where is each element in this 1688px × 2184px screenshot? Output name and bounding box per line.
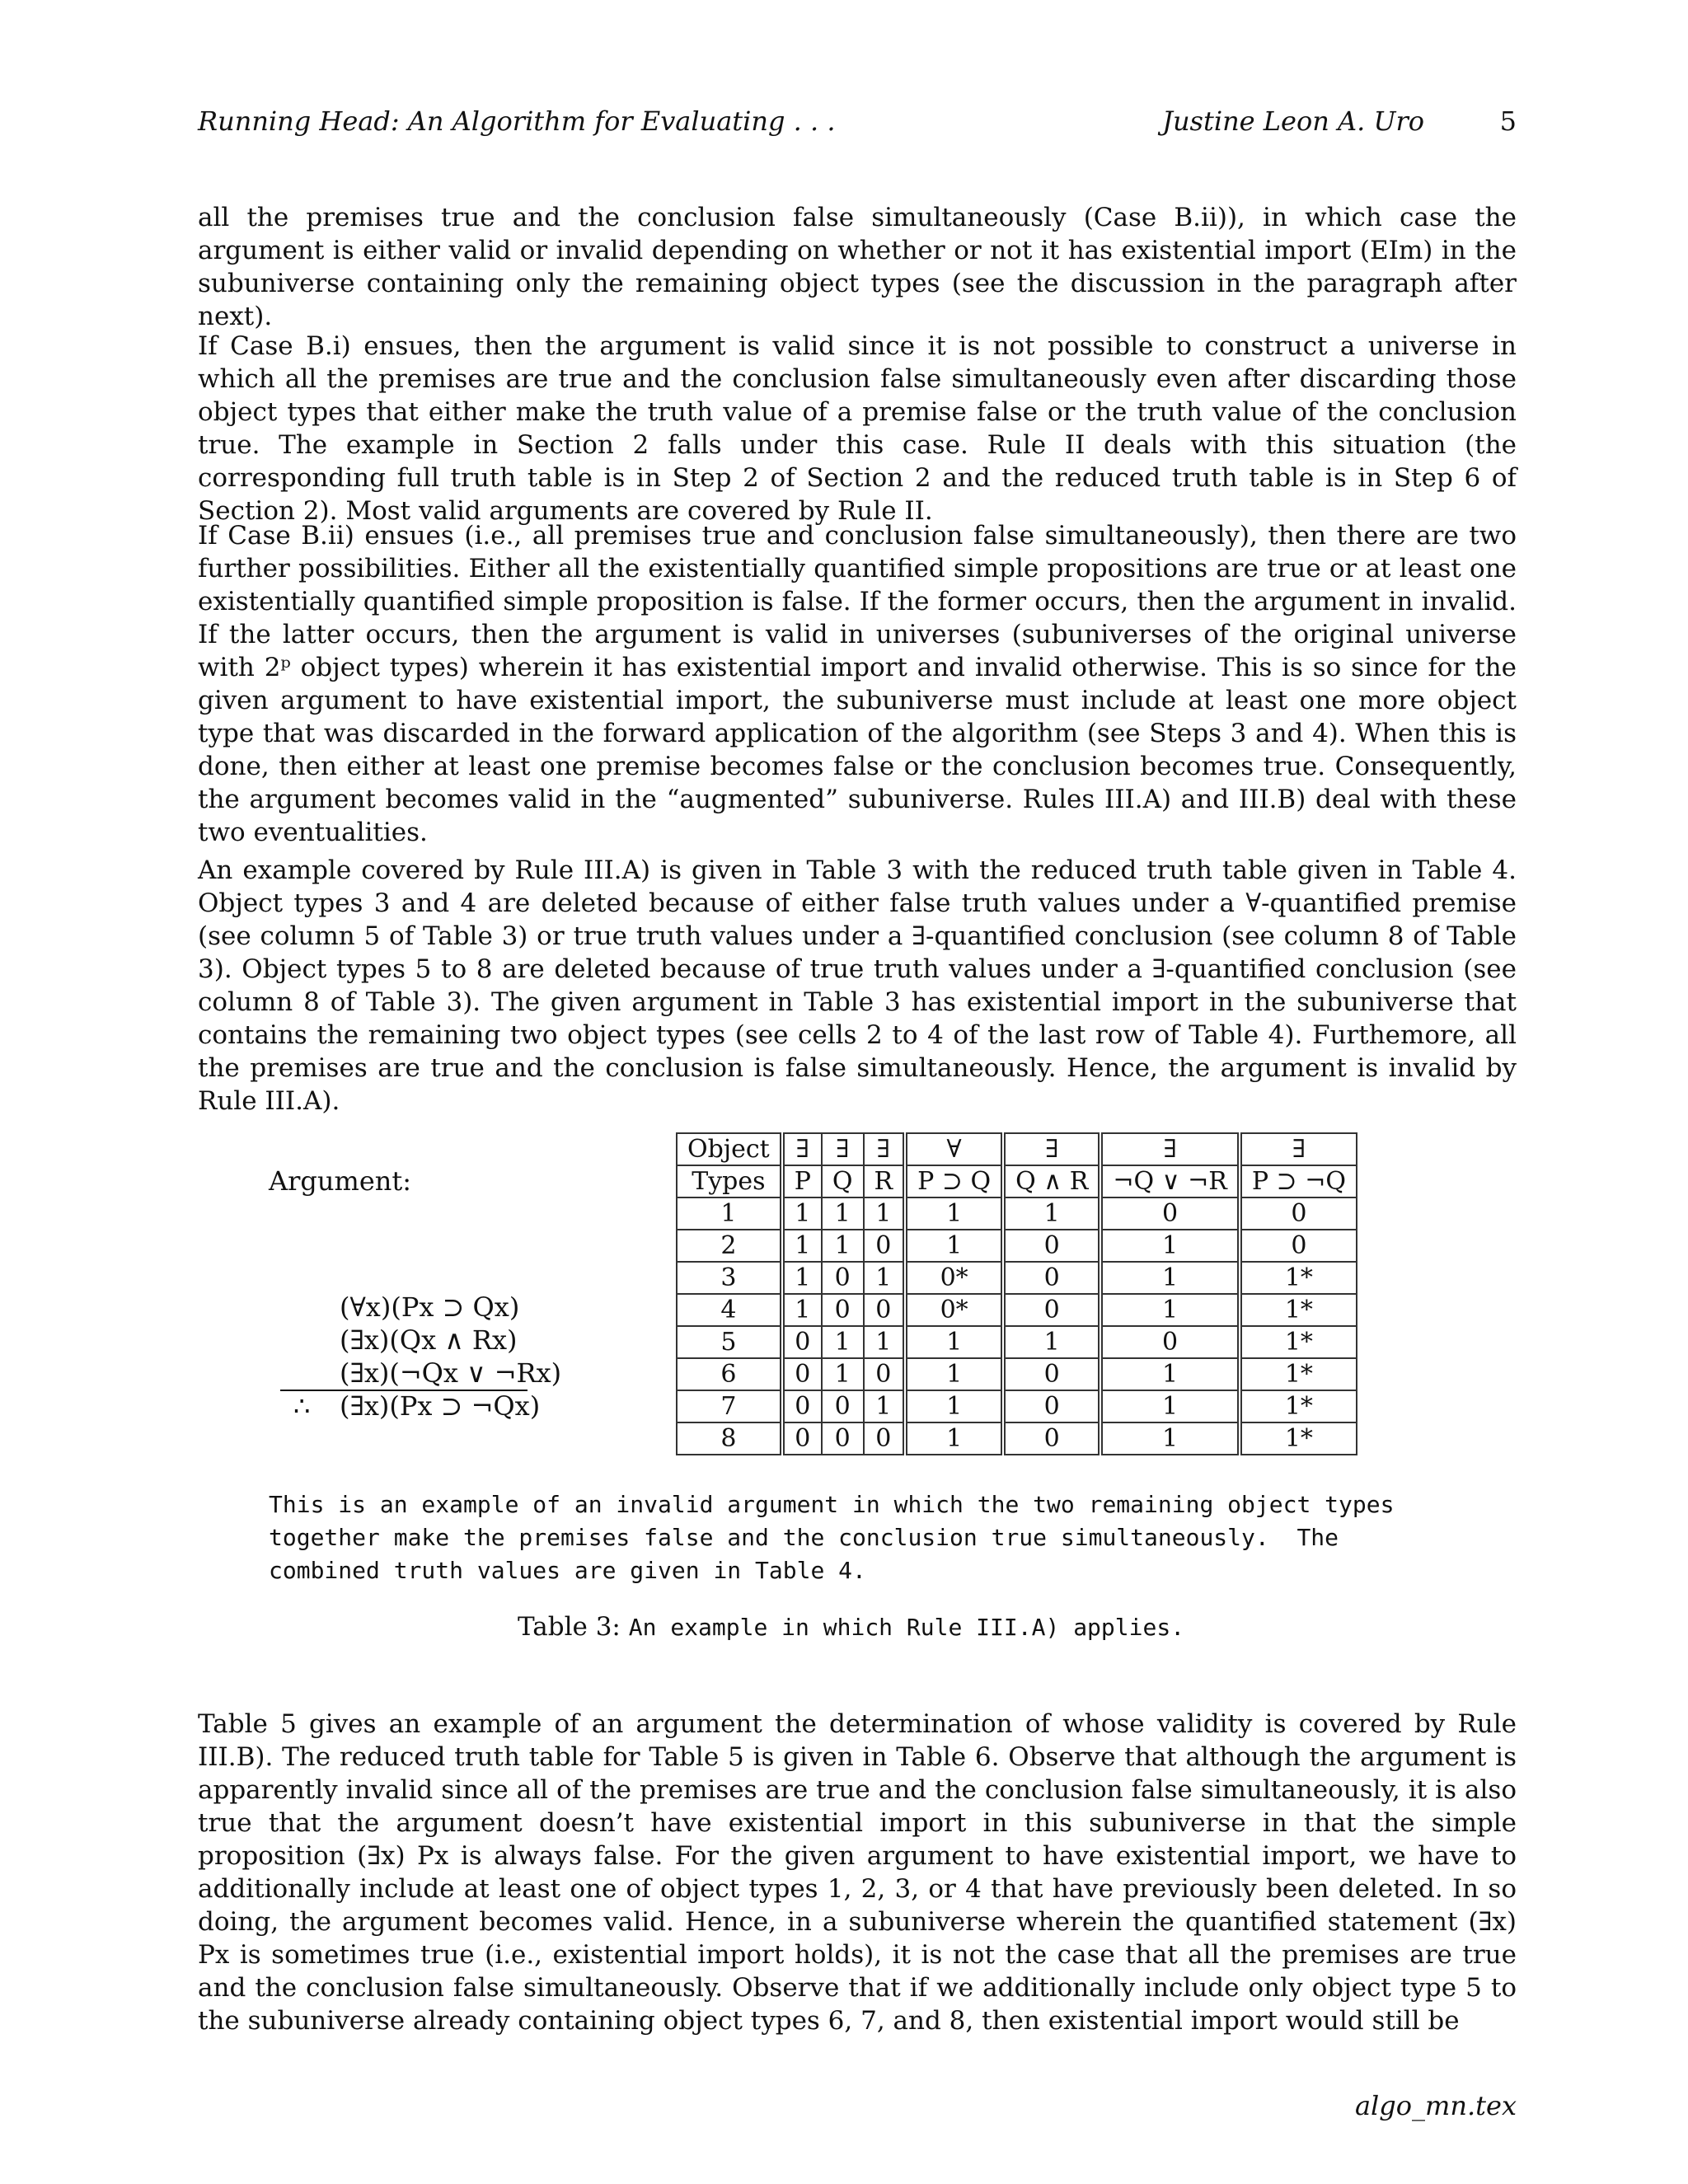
table-cell: Q ∧ R bbox=[1003, 1165, 1100, 1197]
table-cell: ∃ bbox=[782, 1133, 822, 1165]
therefore-symbol: ∴ bbox=[293, 1390, 311, 1422]
table-cell: Types bbox=[677, 1165, 782, 1197]
table-cell: ∀ bbox=[905, 1133, 1003, 1165]
table-cell: 1* bbox=[1240, 1326, 1357, 1358]
running-head-title: Running Head: An Algorithm for Evaluating . . . bbox=[198, 105, 836, 137]
caption-text: An example in which Rule III.A) applies. bbox=[628, 1614, 1185, 1641]
caption-label: Table 3: bbox=[518, 1612, 621, 1642]
table-cell: 1 bbox=[782, 1262, 822, 1294]
table-cell: 0 bbox=[1100, 1326, 1240, 1358]
table-row bbox=[677, 1197, 1357, 1230]
table-cell: 1 bbox=[822, 1326, 864, 1358]
table-cell: 5 bbox=[677, 1326, 782, 1358]
conclusion-line bbox=[280, 1390, 561, 1422]
table-cell: 0* bbox=[905, 1294, 1003, 1326]
table-cell: P bbox=[782, 1165, 822, 1197]
table-header-formulas bbox=[677, 1165, 1357, 1197]
table-cell: 1 bbox=[905, 1230, 1003, 1262]
table-cell: 1 bbox=[1003, 1326, 1100, 1358]
table-cell: 0 bbox=[822, 1390, 864, 1422]
table-caption bbox=[518, 1612, 1184, 1642]
table-cell: 0* bbox=[905, 1262, 1003, 1294]
table-cell: 0 bbox=[864, 1358, 906, 1390]
footer-filename: algo_mn.tex bbox=[1354, 2090, 1517, 2121]
table-cell: ∃ bbox=[1100, 1133, 1240, 1165]
table-cell: 1 bbox=[677, 1197, 782, 1230]
table-cell: ¬Q ∨ ¬R bbox=[1100, 1165, 1240, 1197]
table-row bbox=[677, 1326, 1357, 1358]
paragraph-4: An example covered by Rule III.A) is given in Table 3 with the reduced truth table given in Table 4. Object types 3 and 4 are deleted because of either false truth values under a ∀-quantified premise (see column 5 of Table 3) or true truth values under a ∃-quantified conclusion (see column 8 of Table 3). Object types 5 to 8 are deleted because of true truth values under a ∃-quantified conclusion (see column 8 of Table 3). The given argument in Table 3 has existential import in the subuniverse that contains the remaining two object types (see cells 2 to 4 of the last row of Table 4). Furthemore, all the premises are true and the conclusion is false simultaneously. Hence, the argument is invalid by Rule III.A). bbox=[198, 855, 1517, 1116]
paragraph-3: If Case B.ii) ensues (i.e., all premises true and conclusion false simultaneously), then there are two further possibilities. Either all the existentially quantified simple propositions are true or at least one existentially quantified simple proposition is false. If the former occurs, then the argument in invalid. If the latter occurs, then the argument is valid in universes (subuniverses of the original universe with 2ᵖ object types) wherein it has existential import and invalid otherwise. This is so since for the given argument to have existential import, the subuniverse must include at least one more object type that was discarded in the forward application of the algorithm (see Steps 3 and 4). When this is done, then either at least one premise becomes false or the conclusion becomes true. Consequently, the argument becomes valid in the “augmented” subuniverse. Rules III.A) and III.B) deal with these two eventualities. bbox=[198, 521, 1517, 847]
table-cell: 1* bbox=[1240, 1358, 1357, 1390]
table-cell: 1* bbox=[1240, 1422, 1357, 1455]
table-cell: 1 bbox=[1003, 1197, 1100, 1230]
table-cell: 0 bbox=[1003, 1294, 1100, 1326]
table-cell: 0 bbox=[864, 1294, 906, 1326]
table-cell: 0 bbox=[1003, 1390, 1100, 1422]
table-cell: P ⊃ ¬Q bbox=[1240, 1165, 1357, 1197]
table-note: This is an example of an invalid argument in which the two remaining object types together make the premises false and the conclusion true simultaneously. The combined truth values are given in Table 4. bbox=[269, 1491, 1395, 1584]
table-cell: 2 bbox=[677, 1230, 782, 1262]
table-cell: 1 bbox=[864, 1390, 906, 1422]
table-cell: 1 bbox=[822, 1358, 864, 1390]
table-row bbox=[677, 1230, 1357, 1262]
table-cell: 0 bbox=[864, 1422, 906, 1455]
table-cell: 0 bbox=[822, 1294, 864, 1326]
table-cell: 1* bbox=[1240, 1262, 1357, 1294]
table-cell: 1 bbox=[864, 1197, 906, 1230]
table-cell: 8 bbox=[677, 1422, 782, 1455]
premise-1: (∀x)(Px ⊃ Qx) bbox=[340, 1291, 520, 1323]
table-cell: 1 bbox=[1100, 1262, 1240, 1294]
table-cell: 1 bbox=[822, 1230, 864, 1262]
table-cell: 0 bbox=[782, 1422, 822, 1455]
table-row bbox=[677, 1294, 1357, 1326]
table-cell: 0 bbox=[1003, 1230, 1100, 1262]
paragraph-1: all the premises true and the conclusion false simultaneously (Case B.ii)), in which case the argument is either valid or invalid depending on whether or not it has existential import (EIm) in the subuniverse containing only the remaining object types (see the discussion in the paragraph after next). bbox=[198, 203, 1517, 331]
table-row bbox=[677, 1262, 1357, 1294]
table-cell: 1 bbox=[905, 1390, 1003, 1422]
table-cell: Q bbox=[822, 1165, 864, 1197]
table-cell: 0 bbox=[1003, 1262, 1100, 1294]
premise-3: (∃x)(¬Qx ∨ ¬Rx) bbox=[340, 1357, 562, 1389]
table-cell: 1 bbox=[905, 1358, 1003, 1390]
table-cell: ∃ bbox=[1240, 1133, 1357, 1165]
table-cell: 1 bbox=[782, 1197, 822, 1230]
table-cell: ∃ bbox=[1003, 1133, 1100, 1165]
table-cell: 0 bbox=[864, 1230, 906, 1262]
table-cell: ∃ bbox=[822, 1133, 864, 1165]
argument-block bbox=[280, 1291, 561, 1422]
table-cell: 7 bbox=[677, 1390, 782, 1422]
table-cell: 1 bbox=[864, 1326, 906, 1358]
table-cell: P ⊃ Q bbox=[905, 1165, 1003, 1197]
argument-label: Argument: bbox=[269, 1165, 412, 1197]
author-name: Justine Leon A. Uro bbox=[1162, 105, 1424, 137]
table-cell: R bbox=[864, 1165, 906, 1197]
premise-2: (∃x)(Qx ∧ Rx) bbox=[340, 1324, 518, 1356]
table-cell: 1 bbox=[782, 1230, 822, 1262]
table-cell: 1 bbox=[1100, 1422, 1240, 1455]
table-cell: 1 bbox=[864, 1262, 906, 1294]
table-cell: 3 bbox=[677, 1262, 782, 1294]
table-cell: 1 bbox=[822, 1197, 864, 1230]
table-row bbox=[677, 1422, 1357, 1455]
table-cell: Object bbox=[677, 1133, 782, 1165]
table-cell: 0 bbox=[1003, 1358, 1100, 1390]
table-header-quantifiers bbox=[677, 1133, 1357, 1165]
paragraph-2: If Case B.i) ensues, then the argument is valid since it is not possible to construct a universe in which all the premises are true and the conclusion false simultaneously even after discarding those object types that either make the truth value of a premise false or the truth value of the conclusion true. The example in Section 2 falls under this case. Rule II deals with this situation (the corresponding full truth table is in Step 2 of Section 2 and the reduced truth table is in Step 6 of Section 2). Most valid arguments are covered by Rule II. bbox=[198, 331, 1517, 526]
table-cell: 1 bbox=[1100, 1390, 1240, 1422]
table-cell: 1 bbox=[905, 1422, 1003, 1455]
table-row bbox=[677, 1390, 1357, 1422]
table-cell: 1* bbox=[1240, 1294, 1357, 1326]
truth-table bbox=[676, 1132, 1357, 1455]
table-cell: 4 bbox=[677, 1294, 782, 1326]
table-cell: 1 bbox=[1100, 1358, 1240, 1390]
table-cell: 1* bbox=[1240, 1390, 1357, 1422]
table-row bbox=[677, 1358, 1357, 1390]
table-cell: 0 bbox=[782, 1390, 822, 1422]
table-cell: 1 bbox=[1100, 1230, 1240, 1262]
table-cell: 0 bbox=[822, 1422, 864, 1455]
running-header bbox=[198, 105, 1517, 142]
table-cell: 1 bbox=[905, 1197, 1003, 1230]
table-cell: 0 bbox=[1100, 1197, 1240, 1230]
table-cell: 1 bbox=[782, 1294, 822, 1326]
table-cell: 0 bbox=[1240, 1230, 1357, 1262]
conclusion: (∃x)(Px ⊃ ¬Qx) bbox=[340, 1390, 541, 1422]
table-cell: 0 bbox=[782, 1326, 822, 1358]
table-cell: 0 bbox=[1003, 1422, 1100, 1455]
table-cell: 1 bbox=[1100, 1294, 1240, 1326]
table-cell: ∃ bbox=[864, 1133, 906, 1165]
table-cell: 0 bbox=[1240, 1197, 1357, 1230]
page-number: 5 bbox=[1499, 105, 1517, 137]
table-cell: 0 bbox=[782, 1358, 822, 1390]
truth-table-body bbox=[677, 1133, 1357, 1455]
paragraph-5: Table 5 gives an example of an argument the determination of whose validity is covered by Rule III.B). The reduced truth table for Table 5 is given in Table 6. Observe that although the argument is apparently invalid since all of the premises are true and the conclusion false simultaneously, it is also true that the argument doesn’t have existential import in this subuniverse in that the simple proposition (∃x) Px is always false. For the given argument to have existential import, we have to additionally include at least one of object types 1, 2, 3, or 4 that have previously been deleted. In so doing, the argument becomes valid. Hence, in a subuniverse wherein the quantified statement (∃x) Px is sometimes true (i.e., existential import holds), it is not the case that all the premises are true and the conclusion false simultaneously. Observe that if we additionally include only object type 5 to the subuniverse already containing object types 6, 7, and 8, then existential import would still be bbox=[198, 1709, 1517, 2036]
table-cell: 1 bbox=[905, 1326, 1003, 1358]
table-cell: 0 bbox=[822, 1262, 864, 1294]
table-cell: 6 bbox=[677, 1358, 782, 1390]
